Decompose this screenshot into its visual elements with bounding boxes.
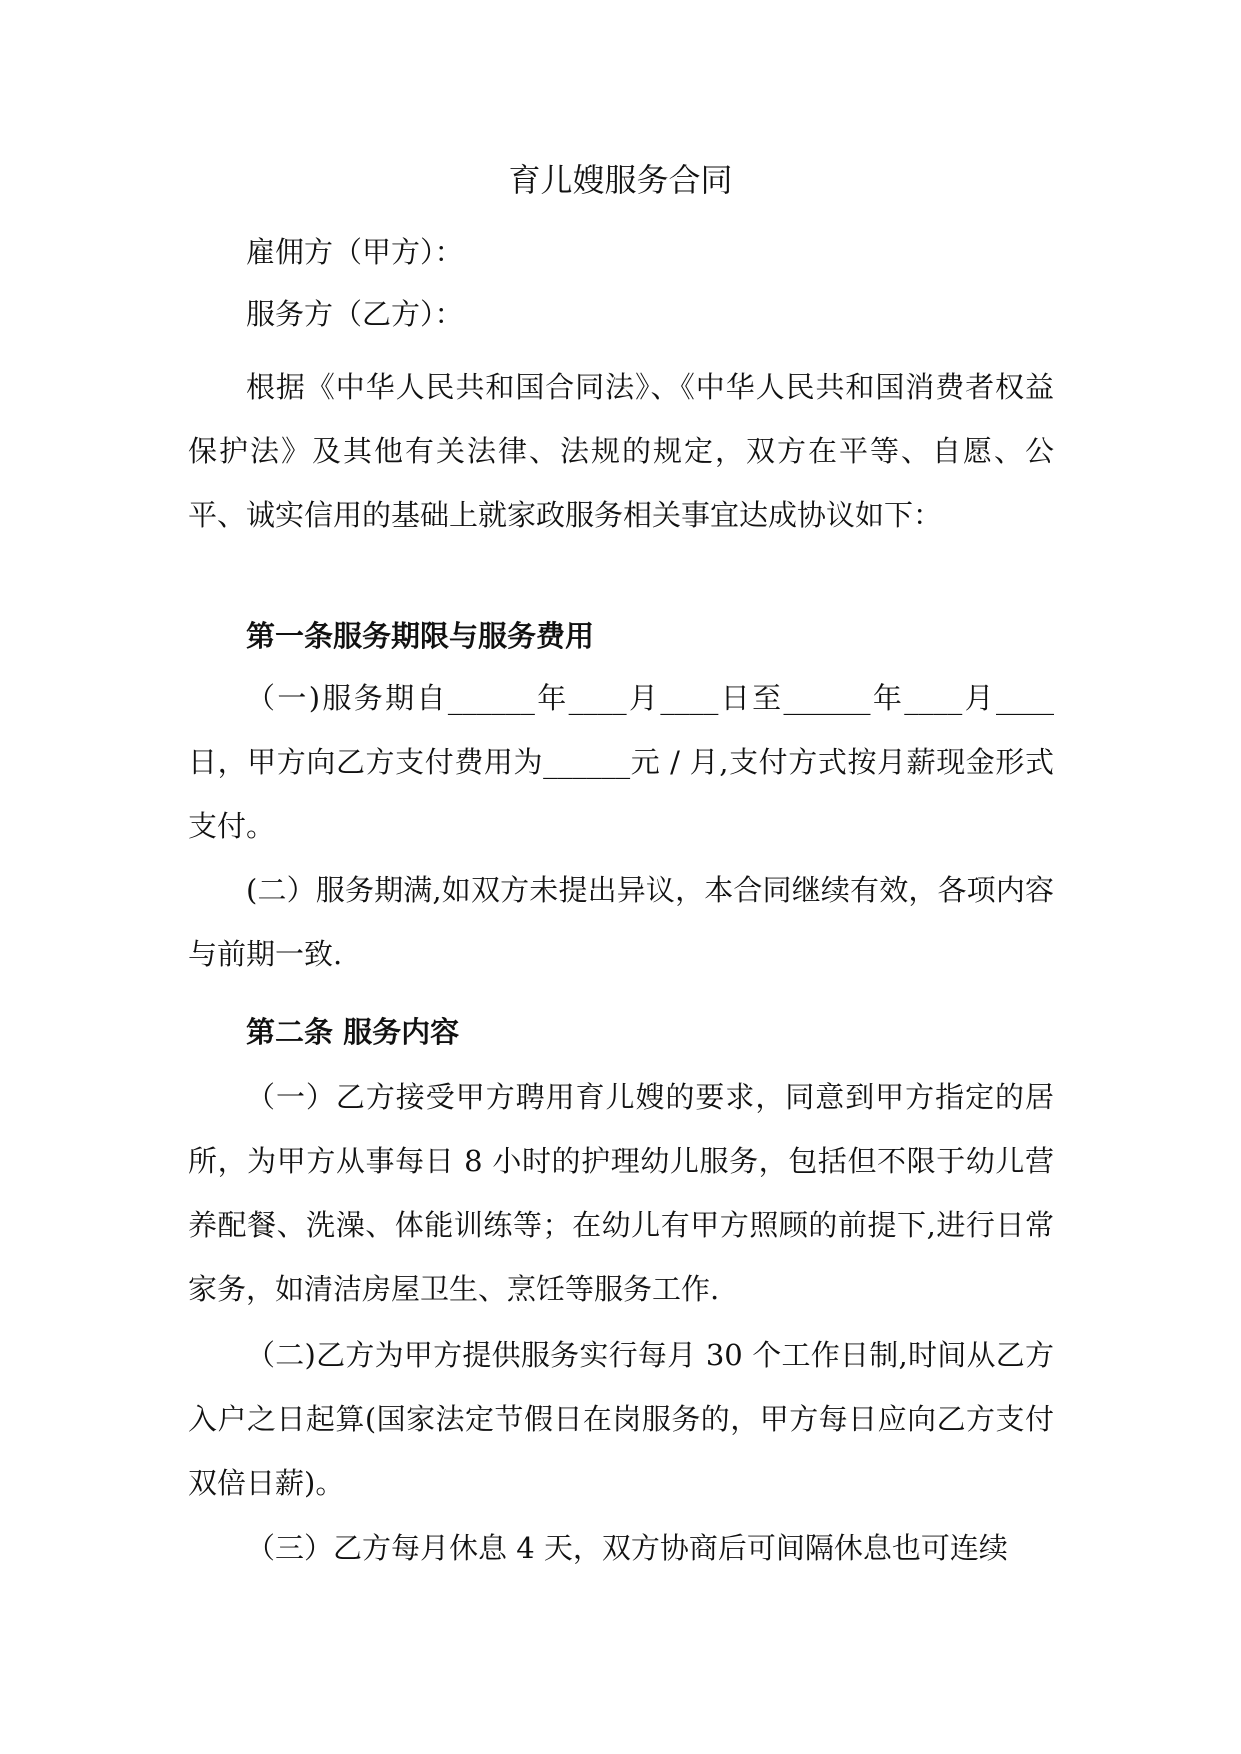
article2-clause1: （一）乙方接受甲方聘用育儿嫂的要求，同意到甲方指定的居所，为甲方从事每日 8 小时的护理幼儿服务，包括但不限于幼儿营养配餐、洗澡、体能训练等；在幼儿有甲方照顾的前提下,进行日常家务，如清洁房屋卫生、烹饪等服务工作. <box>188 1080 1054 1306</box>
article1-clause2: (二）服务期满,如双方未提出异议，本合同继续有效，各项内容与前期一致. <box>188 873 1054 971</box>
preamble-paragraph: 根据《中华人民共和国合同法》、《中华人民共和国消费者权益保护法》及其他有关法律、法规的规定，双方在平等、自愿、公平、诚实信用的基础上就家政服务相关事宜达成协议如下： <box>188 370 1054 532</box>
document-title: 育儿嫂服务合同 <box>508 161 733 199</box>
article2-heading: 第二条 服务内容 <box>246 1015 460 1049</box>
article1-clause1: （一)服务期自______年____月____日至______年____月____日，甲方向乙方支付费用为______元 / 月,支付方式按月薪现金形式支付。 <box>188 681 1054 843</box>
article2-clause3: （三）乙方每月休息 4 天，双方协商后可间隔休息也可连续 <box>246 1531 1008 1565</box>
article1-heading: 第一条服务期限与服务费用 <box>246 619 595 653</box>
party-b-label: 服务方（乙方）： <box>246 297 464 331</box>
article2-clause2: （二)乙方为甲方提供服务实行每月 30 个工作日制,时间从乙方入户之日起算(国家法定节假日在岗服务的，甲方每日应向乙方支付双倍日薪)。 <box>188 1338 1054 1500</box>
party-a-label: 雇佣方（甲方）： <box>246 235 464 269</box>
